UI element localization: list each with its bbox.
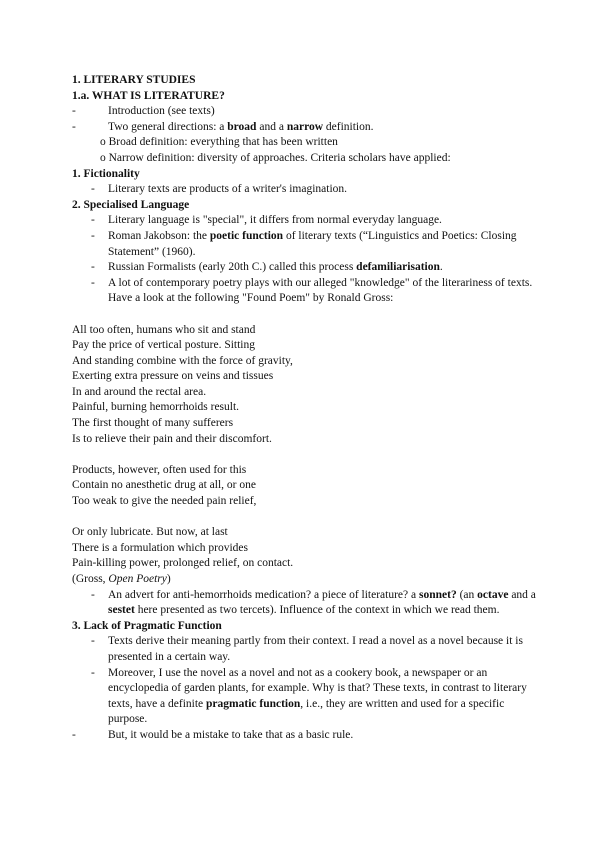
poem-line: The first thought of many sufferers xyxy=(72,417,234,430)
poem-stanza-3 xyxy=(72,525,540,587)
spacer xyxy=(72,447,540,463)
list-item: - An advert for anti-hemorrhoids medication? a piece of literature? a sonnet? (an octave and a sestet here presented as two tercets). Influence of the context in which we read them. xyxy=(91,588,536,617)
poem-line: Products, however, often used for this xyxy=(72,463,247,476)
poem-line: Pay the price of vertical posture. Sitting xyxy=(72,339,255,352)
poem-stanza-2 xyxy=(72,463,540,510)
list-item: - Literary texts are products of a writer's imagination. xyxy=(91,183,348,196)
heading-specialised-language: 2. Specialised Language xyxy=(72,198,190,211)
document-body xyxy=(72,73,540,744)
spacer xyxy=(72,510,540,526)
poem-line: Painful, burning hemorrhoids result. xyxy=(72,401,240,414)
broad-definition: o Broad definition: everything that has been written xyxy=(100,136,338,149)
heading-fictionality: 1. Fictionality xyxy=(72,167,140,180)
list-item: - Texts derive their meaning partly from their context. I read a novel as a novel because it is presented in a certain way. xyxy=(91,635,523,663)
poem-stanza-1 xyxy=(72,323,540,448)
poem-line: Too weak to give the needed pain relief, xyxy=(72,495,257,508)
poem-line: There is a formulation which provides xyxy=(72,541,248,554)
poem-line: Or only lubricate. But now, at last xyxy=(72,526,228,539)
heading-lack-of-pragmatic-function: 3. Lack of Pragmatic Function xyxy=(72,619,222,632)
poem-line: In and around the rectal area. xyxy=(72,385,207,398)
list-item: - Roman Jakobson: the poetic function of literary texts (“Linguistics and Poetics: Closing Statement” (1960). xyxy=(91,229,517,258)
list-item: - Literary language is "special", it differs from normal everyday language. xyxy=(91,214,442,227)
poem-citation: (Gross, Open Poetry) xyxy=(72,573,171,585)
list-item: - Introduction (see texts) xyxy=(72,105,215,118)
list-item: - Russian Formalists (early 20th C.) called this process defamiliarisation. xyxy=(91,261,443,274)
poem-line: Pain-killing power, prolonged relief, on contact. xyxy=(72,557,294,570)
heading-literary-studies: 1. LITERARY STUDIES xyxy=(72,74,196,86)
heading-what-is-literature: 1.a. WHAT IS LITERATURE? xyxy=(72,89,225,102)
list-item: - Two general directions: a broad and a narrow definition. xyxy=(72,120,374,133)
list-item: - Moreover, I use the novel as a novel and not as a cookery book, a newspaper or an encyclopedia of garden plants, for example. Why is that? These texts, in contrast to literary texts, have a definite pragmatic function, i.e., they are written and used for a specific purpose. xyxy=(91,666,527,726)
poem-line: All too often, humans who sit and stand xyxy=(72,323,256,336)
poem-line: Contain no anesthetic drug at all, or one xyxy=(72,479,256,492)
spacer xyxy=(72,307,540,323)
poem-line: Exerting extra pressure on veins and tissues xyxy=(72,370,274,383)
narrow-definition: o Narrow definition: diversity of approaches. Criteria scholars have applied: xyxy=(100,151,451,164)
list-item: - A lot of contemporary poetry plays with our alleged "knowledge" of the literariness of texts. Have a look at the following "Found Poem" by Ronald Gross: xyxy=(91,276,533,305)
poem-line: And standing combine with the force of gravity, xyxy=(72,354,293,367)
list-item: - But, it would be a mistake to take that as a basic rule. xyxy=(72,728,354,741)
poem-line: Is to relieve their pain and their discomfort. xyxy=(72,432,272,445)
